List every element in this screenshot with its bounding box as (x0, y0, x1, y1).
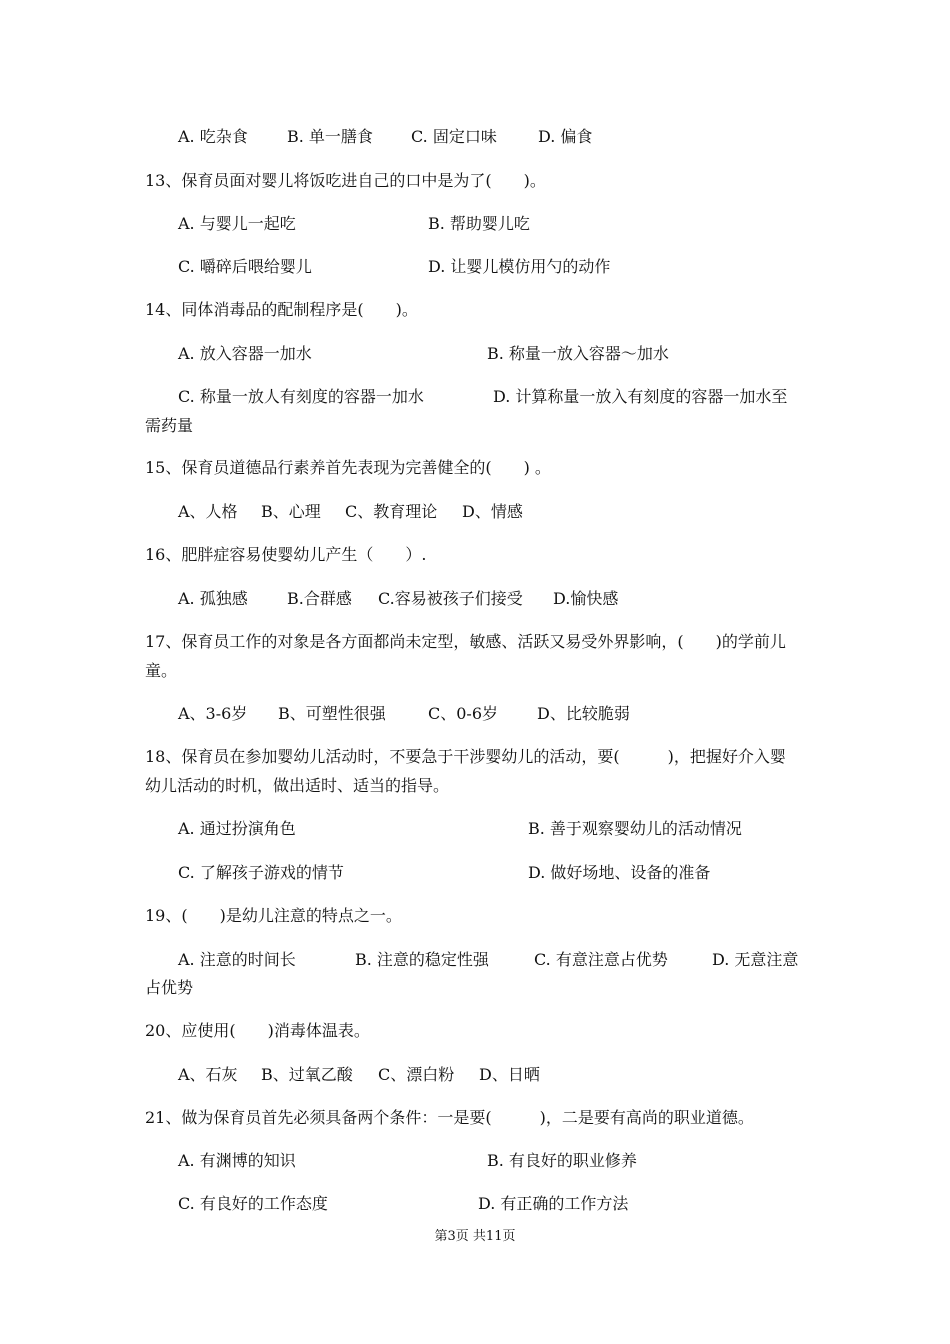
q17-option-c: C、0-6岁 (428, 704, 499, 723)
q13-option-a: A. 与婴儿一起吃 (178, 214, 296, 233)
q14-option-d-continued: 需药量 (145, 416, 194, 435)
q21-option-b: B. 有良好的职业修养 (487, 1151, 637, 1170)
q18-option-b: B. 善于观察婴幼儿的活动情况 (528, 819, 742, 838)
q15-stem: 15、保育员道德品行素养首先表现为完善健全的( ) 。 (145, 458, 551, 477)
q19-option-d: D. 无意注意 (712, 950, 799, 969)
q12-option-b: B. 单一膳食 (287, 127, 373, 146)
q13-option-c: C. 嚼碎后喂给婴儿 (178, 257, 312, 276)
q18-option-d: D. 做好场地、设备的准备 (528, 863, 711, 882)
q18-stem: 18、保育员在参加婴幼儿活动时，不要急于干涉婴幼儿的活动，要( )，把握好介入婴 (145, 747, 786, 766)
q17-option-a: A、3-6岁 (178, 704, 248, 723)
q19-option-c: C. 有意注意占优势 (534, 950, 668, 969)
q21-option-a: A. 有渊博的知识 (178, 1151, 296, 1170)
q12-option-c: C. 固定口味 (411, 127, 497, 146)
q12-option-d: D. 偏食 (538, 127, 593, 146)
q16-option-a: A. 孤独感 (178, 589, 248, 608)
q15-option-b: B、心理 (261, 502, 321, 521)
q17-stem-continued: 童。 (145, 661, 178, 680)
q15-option-c: C、教育理论 (345, 502, 438, 521)
q20-stem: 20、应使用( )消毒体温表。 (145, 1021, 370, 1040)
q15-option-a: A、人格 (178, 502, 238, 521)
page-number-footer: 第3页 共11页 (434, 1229, 516, 1244)
q19-option-d-continued: 占优势 (145, 978, 194, 997)
q18-option-c: C. 了解孩子游戏的情节 (178, 863, 344, 882)
q19-stem: 19、( )是幼儿注意的特点之一。 (145, 906, 402, 925)
q21-stem: 21、做为保育员首先必须具备两个条件：一是要( )，二是要有高尚的职业道德。 (145, 1108, 754, 1127)
q19-option-b: B. 注意的稳定性强 (355, 950, 489, 969)
q14-option-c: C. 称量一放人有刻度的容器一加水 (178, 387, 424, 406)
q16-option-c: C.容易被孩子们接受 (378, 589, 523, 608)
q18-stem-continued: 幼儿活动的时机，做出适时、适当的指导。 (145, 776, 450, 795)
q13-option-d: D. 让婴儿模仿用勺的动作 (428, 257, 611, 276)
q13-stem: 13、保育员面对婴儿将饭吃进自己的口中是为了( )。 (145, 171, 546, 190)
q17-stem: 17、保育员工作的对象是各方面都尚未定型，敏感、活跃又易受外界影响，( )的学前儿 (145, 632, 786, 651)
q17-option-b: B、可塑性很强 (278, 704, 386, 723)
q15-option-d: D、情感 (462, 502, 523, 521)
q18-option-a: A. 通过扮演角色 (178, 819, 296, 838)
q21-option-d: D. 有正确的工作方法 (478, 1194, 629, 1213)
q21-option-c: C. 有良好的工作态度 (178, 1194, 328, 1213)
q14-stem: 14、同体消毒品的配制程序是( )。 (145, 300, 418, 319)
q13-option-b: B. 帮助婴儿吃 (428, 214, 530, 233)
q20-option-c: C、漂白粉 (378, 1065, 455, 1084)
q20-option-b: B、过氧乙酸 (261, 1065, 353, 1084)
q14-option-a: A. 放入容器一加水 (178, 344, 312, 363)
q16-option-d: D.愉快感 (553, 589, 619, 608)
q12-option-a: A. 吃杂食 (178, 127, 248, 146)
q20-option-d: D、日晒 (479, 1065, 540, 1084)
q20-option-a: A、石灰 (178, 1065, 238, 1084)
q16-stem: 16、肥胖症容易使婴幼儿产生（ ）. (145, 545, 427, 564)
q14-option-b: B. 称量一放入容器～加水 (487, 344, 669, 363)
q16-option-b: B.合群感 (287, 589, 352, 608)
q19-option-a: A. 注意的时间长 (178, 950, 296, 969)
q14-option-d: D. 计算称量一放入有刻度的容器一加水至 (493, 387, 788, 406)
q17-option-d: D、比较脆弱 (537, 704, 630, 723)
